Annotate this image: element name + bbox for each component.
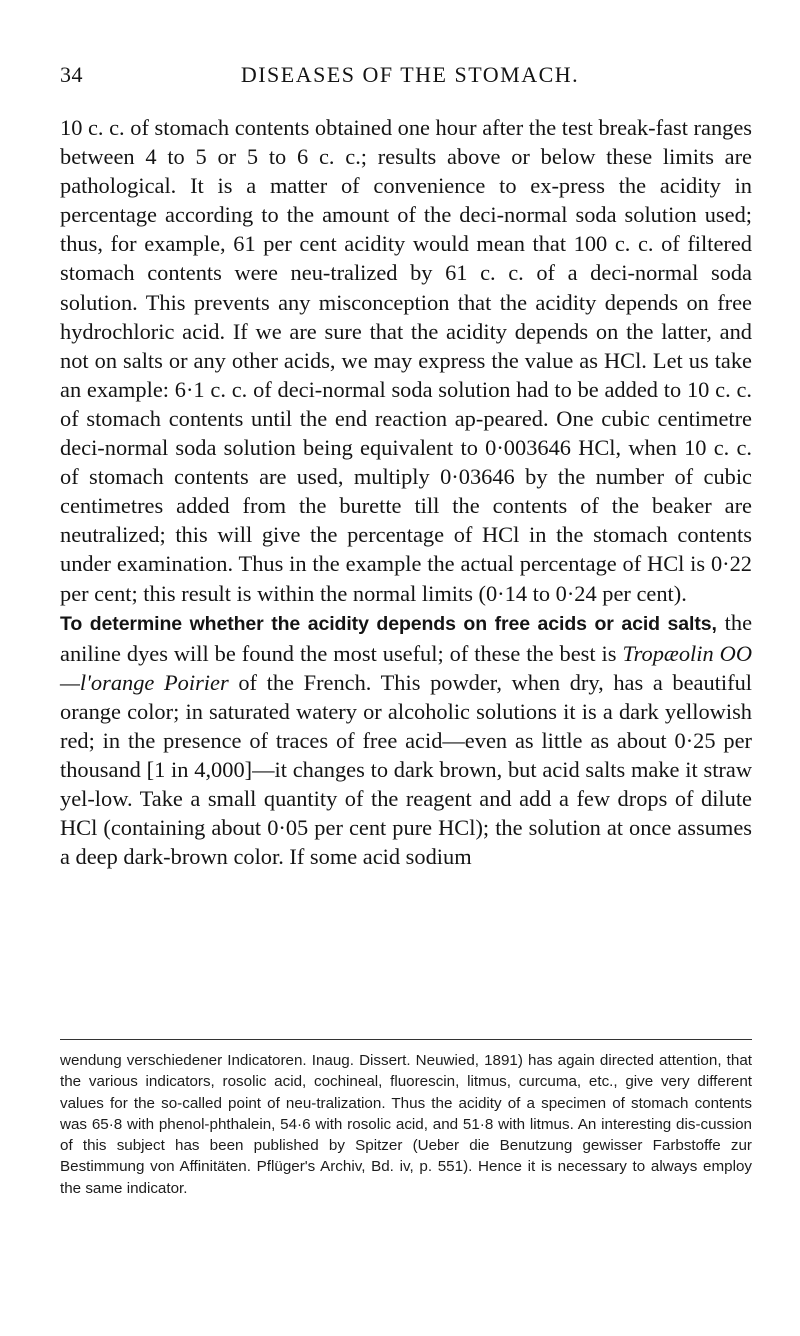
body-text [60, 113, 752, 871]
paragraph-acidity-percentage: 10 c. c. of stomach contents obtained one hour after the test break-fast ranges between 4 to 5 or 5 to 6 c. c.; results above or below these limits are pathological. It is a matter of convenience to ex-press the acidity in percentage according to the amount of the deci-normal soda solution used; thus, for example, 61 per cent acidity would mean that 100 c. c. of filtered stomach contents were neu-tralized by 61 c. c. of a deci-normal soda solution. This prevents any misconception that the acidity depends on free hydrochloric acid. If we are sure that the acidity depends on the latter, and not on salts or any other acids, we may express the value as HCl. Let us take an example: 6·1 c. c. of deci-normal soda solution had to be added to 10 c. c. of stomach contents until the end reaction ap-peared. One cubic centimetre deci-normal soda solution being equivalent to 0·003646 HCl, when 10 c. c. of stomach contents are used, multiply 0·03646 by the number of cubic centimetres added from the burette till the contents of the beaker are neutralized; this will give the percentage of HCl in the stomach contents under examination. Thus in the example the actual percentage of HCl is 0·22 per cent; this result is within the normal limits (0·14 to 0·24 per cent). [60, 115, 752, 606]
paragraph-free-acids-test [60, 608, 752, 872]
paragraph-text-segment: of the French. This powder, when dry, has a beautiful orange color; in saturated watery or alcoholic solutions it is a dark yellowish red; in the presence of traces of free acid—even as little as about 0·25 per thousand [1 in 4,000]—it changes to dark brown, but acid salts make it straw yel-low. Take a small quantity of the reagent and add a few drops of dilute HCl (containing about 0·05 per cent pure HCl); the solution at once assumes a deep dark-brown color. If some acid sodium [60, 669, 752, 870]
page-header [60, 62, 750, 92]
footnote [60, 1050, 752, 1199]
running-head: DISEASES OF THE STOMACH. [240, 62, 580, 87]
paragraph-text-segment: the aniline dyes will be found the most useful; of these the best is [60, 609, 753, 666]
paragraph-run-in-heading: To determine whether the acidity depends on free acids or acid salts, [60, 612, 717, 635]
footnote-text: wendung verschiedener Indicatoren. Inaug. Dissert. Neuwied, 1891) has again directed attention, that the various indicators, rosolic acid, cochineal, fluorescin, litmus, curcuma, etc., give very different values for the so-called point of neu-tralization. Thus the acidity of a specimen of stomach contents was 65·8 with phenol-phthalein, 54·6 with rosolic acid, and 51·8 with litmus. An interesting dis-cussion of this subject has been published by Spitzer (Ueber die Benutzung gewisser Farbstoffe zur Bestimmung von Affinitäten. Pflüger's Archiv, Bd. iv, p. 551). Hence it is necessary to always employ the same indicator. [60, 1052, 752, 1197]
page-number: 34 [60, 62, 83, 87]
reagent-name-italic: Tropæolin OO—l'orange Poirier [60, 640, 752, 695]
footnote-divider [60, 1039, 752, 1040]
